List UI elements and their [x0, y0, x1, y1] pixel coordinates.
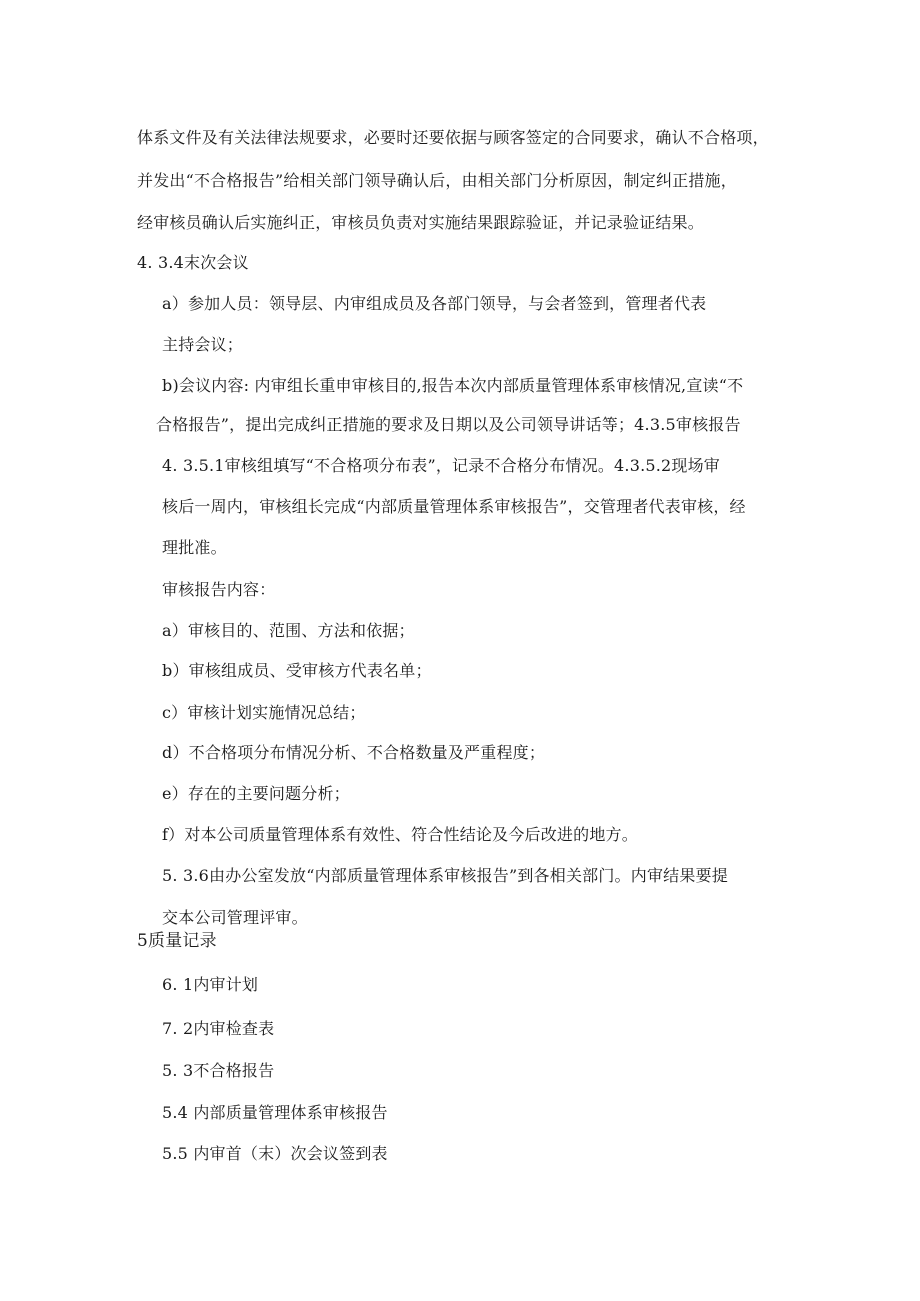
report-item-d: d）不合格项分布情况分析、不合格数量及严重程度；	[162, 743, 546, 762]
report-line-2: 核后一周内，审核组长完成“内部质量管理体系审核报告”，交管理者代表审核，经	[162, 497, 746, 516]
record-item-4: 5.4 内部质量管理体系审核报告	[162, 1103, 388, 1122]
meeting-item-a-line-2: 主持会议；	[162, 335, 244, 354]
report-item-c: c）审核计划实施情况总结；	[162, 703, 366, 722]
meeting-item-a-line-1: a）参加人员：领导层、内审组成员及各部门领导，与会者签到，管理者代表	[162, 294, 707, 313]
record-item-1: 6. 1内审计划	[162, 975, 259, 994]
report-line-3: 理批准。	[162, 538, 227, 557]
meeting-item-b-line-2: 合格报告”，提出完成纠正措施的要求及日期以及公司领导讲话等；4.3.5审核报告	[156, 415, 741, 434]
intro-line-2: 并发出“不合格报告”给相关部门领导确认后，由相关部门分析原因，制定纠正措施，	[137, 171, 737, 190]
report-item-f: f）对本公司质量管理体系有效性、符合性结论及今后改进的地方。	[162, 825, 638, 844]
record-item-3: 5. 3不合格报告	[162, 1061, 275, 1080]
record-item-2: 7. 2内审检查表	[162, 1019, 275, 1038]
intro-line-1: 体系文件及有关法律法规要求，必要时还要依据与顾客签定的合同要求，确认不合格项，	[137, 128, 769, 147]
distribution-line-1: 5. 3.6由办公室发放“内部质量管理体系审核报告”到各相关部门。内审结果要提	[162, 866, 728, 885]
report-item-a: a）审核目的、范围、方法和依据；	[162, 621, 415, 640]
distribution-line-2: 交本公司管理评审。	[162, 908, 308, 927]
section-5-title: 5质量记录	[137, 931, 217, 951]
meeting-item-b-line-1: b)会议内容: 内审组长重申审核目的,报告本次内部质量管理体系审核情况,宣读“不	[162, 376, 744, 395]
report-line-1: 4. 3.5.1审核组填写“不合格项分布表”，记录不合格分布情况。4.3.5.2现场审	[162, 456, 720, 475]
intro-line-3: 经审核员确认后实施纠正，审核员负责对实施结果跟踪验证，并记录验证结果。	[137, 213, 705, 232]
report-content-title: 审核报告内容：	[162, 580, 276, 599]
report-item-e: e）存在的主要问题分析；	[162, 784, 350, 803]
section-4-3-4-title: 4. 3.4末次会议	[137, 253, 249, 272]
report-item-b: b）审核组成员、受审核方代表名单；	[162, 661, 432, 680]
record-item-5: 5.5 内审首（末）次会议签到表	[162, 1144, 388, 1163]
